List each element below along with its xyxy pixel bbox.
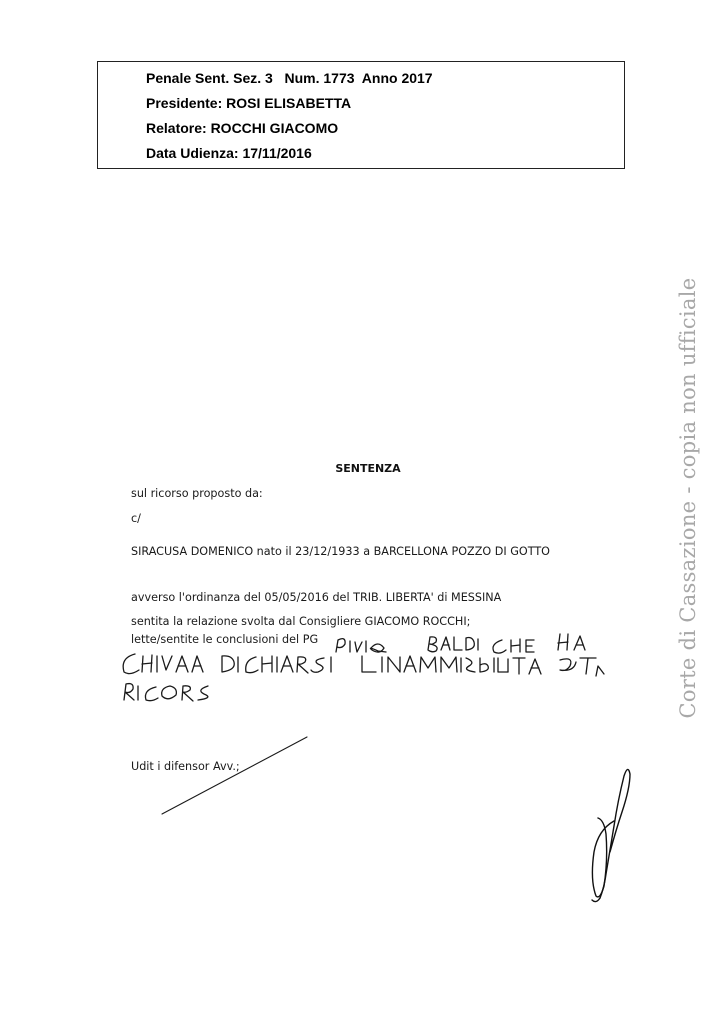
party-line: SIRACUSA DOMENICO nato il 23/12/1933 a BARCELLONA POZZO DI GOTTO: [131, 545, 550, 558]
rapporteur: Relatore: ROCCHI GIACOMO: [146, 120, 339, 136]
hearing-date: Data Udienza: 17/11/2016: [146, 145, 312, 161]
signature: [592, 769, 630, 901]
president: Presidente: ROSI ELISABETTA: [146, 95, 352, 111]
contro-line: c/: [131, 512, 141, 525]
conclusioni-line: lette/sentite le conclusioni del PG: [131, 633, 319, 646]
ricorso-line: sul ricorso proposto da:: [131, 487, 263, 500]
document-title: SENTENZA: [335, 462, 401, 475]
case-reference: Penale Sent. Sez. 3 Num. 1773 Anno 2017: [146, 70, 433, 86]
avverso-line: avverso l'ordinanza del 05/05/2016 del TRIB. LIBERTA' di MESSINA: [131, 591, 502, 604]
difensor-line: Udit i difensor Avv.;: [131, 760, 240, 773]
strike-line: [162, 737, 307, 814]
relazione-line: sentita la relazione svolta dal Consigliere GIACOMO ROCCHI;: [131, 615, 471, 628]
watermark: Corte di Cassazione - copia non ufficiale: [676, 277, 700, 719]
